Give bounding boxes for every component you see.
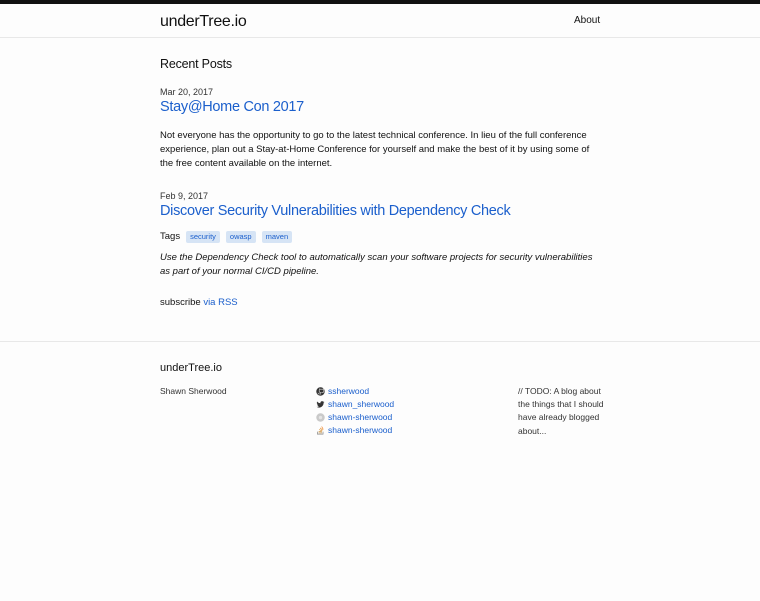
post-list	[160, 86, 600, 279]
post-title-link[interactable]: Discover Security Vulnerabilities with Dependency Check	[160, 203, 511, 220]
stackoverflow-icon	[316, 426, 325, 435]
post-item	[160, 86, 600, 171]
twitter-link[interactable]: shawn_sherwood	[328, 399, 395, 410]
post-tags	[160, 230, 600, 244]
tag-maven[interactable]: maven	[262, 231, 293, 243]
linkedin-icon	[316, 413, 325, 422]
github-link[interactable]: ssherwood	[328, 386, 370, 397]
nav-about-link[interactable]: About	[574, 15, 601, 26]
subscribe-label: subscribe	[160, 297, 201, 309]
social-item-linkedin	[316, 411, 394, 424]
post-excerpt: Use the Dependency Check tool to automatically scan your software projects for security vulnerabilities as part of your normal CI/CD pipeline.	[160, 251, 593, 277]
linkedin-link[interactable]: shawn-sherwood	[328, 412, 393, 423]
twitter-icon	[316, 400, 325, 409]
site-footer	[0, 341, 760, 601]
site-title-link[interactable]: underTree.io	[160, 13, 247, 30]
tags-label: Tags	[160, 230, 181, 242]
post-title-link[interactable]: Stay@Home Con 2017	[160, 99, 304, 116]
post-item	[160, 190, 600, 279]
github-icon	[316, 387, 325, 396]
post-date: Feb 9, 2017	[160, 191, 209, 202]
post-date: Mar 20, 2017	[160, 87, 214, 98]
tag-owasp[interactable]: owasp	[226, 231, 256, 243]
post-excerpt: Not everyone has the opportunity to go to the latest technical conference. In lieu of the full conference experience, plan out a Stay-at-Home Conference for yourself and make the best of it by using some of the free content available on the internet.	[160, 129, 590, 170]
site-header	[0, 4, 760, 38]
footer-description: // TODO: A blog about the things that I should have already blogged about...	[518, 386, 604, 436]
stackoverflow-link[interactable]: shawn-sherwood	[328, 425, 393, 436]
rss-link[interactable]: via RSS	[203, 297, 238, 309]
subscribe-line	[160, 296, 600, 310]
tag-security[interactable]: security	[186, 231, 220, 243]
social-item-stackoverflow	[316, 424, 394, 437]
footer-heading: underTree.io	[160, 362, 222, 374]
social-links	[316, 385, 394, 437]
footer-author-name: Shawn Sherwood	[160, 386, 227, 396]
social-item-github	[316, 385, 394, 398]
main-content	[160, 55, 600, 310]
social-item-twitter	[316, 398, 394, 411]
page-heading: Recent Posts	[160, 57, 232, 71]
